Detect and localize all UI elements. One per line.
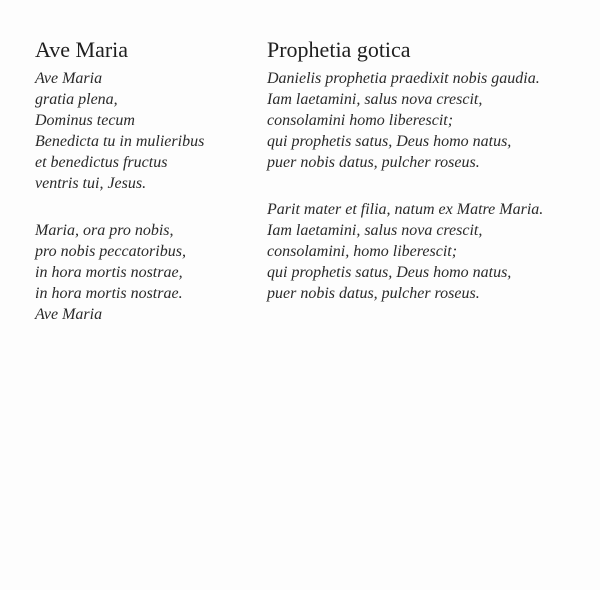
verse-line: qui prophetis satus, Deus homo natus, xyxy=(267,133,512,150)
verse-line: puer nobis datus, pulcher roseus. xyxy=(267,154,480,171)
verse-line: consolamini homo liberescit; xyxy=(267,112,454,129)
verse-line: in hora mortis nostrae. xyxy=(35,285,183,302)
verse-line: gratia plena, xyxy=(35,91,118,108)
verse-line: Iam laetamini, salus nova crescit, xyxy=(267,222,483,239)
poem-ave-maria xyxy=(35,36,204,351)
verse-line: Maria, ora pro nobis, xyxy=(35,222,174,239)
stanza xyxy=(35,68,204,194)
verse-line: puer nobis datus, pulcher roseus. xyxy=(267,285,480,302)
verse-line: Ave Maria xyxy=(35,70,103,87)
stanza xyxy=(267,199,543,304)
poem-title: Prophetia gotica xyxy=(267,37,411,62)
verse-line: Dominus tecum xyxy=(35,112,135,129)
verse-line: Benedicta tu in mulieribus xyxy=(35,133,205,150)
verse-line: pro nobis peccatoribus, xyxy=(35,243,186,260)
stanza xyxy=(35,220,204,325)
stanza xyxy=(267,68,543,173)
poem-prophetia-gotica xyxy=(267,36,543,330)
poem-title: Ave Maria xyxy=(35,37,129,62)
verse-line: Parit mater et filia, natum ex Matre Maria. xyxy=(267,201,544,218)
verse-line: Iam laetamini, salus nova crescit, xyxy=(267,91,483,108)
verse-line: consolamini, homo liberescit; xyxy=(267,243,458,260)
verse-line: Danielis prophetia praedixit nobis gaudia. xyxy=(267,70,540,87)
verse-line: in hora mortis nostrae, xyxy=(35,264,183,281)
verse-line: qui prophetis satus, Deus homo natus, xyxy=(267,264,512,281)
verse-line: Ave Maria xyxy=(35,306,103,323)
verse-line: et benedictus fructus xyxy=(35,154,168,171)
verse-line: ventris tui, Jesus. xyxy=(35,175,147,192)
